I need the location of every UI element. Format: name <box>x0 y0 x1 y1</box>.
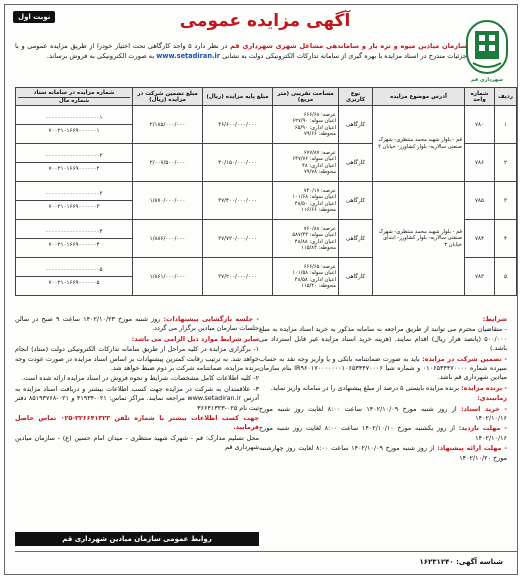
unit-number: ۷۸۳ <box>465 258 495 296</box>
tender-number: ۰۰۰۰۰۰۰۰۰۰۰۰۰۰۰۰۰۰۳ <box>16 188 132 201</box>
col-header-area: مساحت تقریبی (متر مربع) <box>273 88 339 106</box>
first-notice-badge: نوبت اول <box>13 11 55 23</box>
page-title: آگهی مزایده عمومی <box>179 11 351 31</box>
usage-type: کارگاهی <box>339 144 373 182</box>
guarantee-amount: ۱/۸۷۰/۰۰۰/۰۰۰ <box>133 182 203 220</box>
area-yard: محوطه: ۷۹/۷۸ <box>303 168 336 175</box>
col-header-tender: شماره مزایده در سامانه ستاد <box>33 89 115 96</box>
other-conditions-label: سایر شرایط <box>220 334 259 343</box>
area-yard: محوطه: ۱۱۵/۸۴ <box>301 244 336 251</box>
guarantee-amount: ۲/۱۸۵/۰۰۰/۰۰۰ <box>133 106 203 144</box>
buy-docs-text: از روز شنبه مورخ ۱۴۰۲/۱۰/۰۹ ساعت ۸:۰۰ لغایت روز شنبه مورخ ۱۴۰۲/۱۰/۱۶ <box>259 404 507 423</box>
usage-type: کارگاهی <box>339 106 373 144</box>
asset-number: ۷۰۰۲۱۰۱۶۶۹۰۰۰۰۰۰۱ <box>48 127 100 134</box>
setad-cell <box>16 182 133 220</box>
tender-number: ۰۰۰۰۰۰۰۰۰۰۰۰۰۰۰۰۰۰۴ <box>16 226 132 239</box>
unit-address: قم - بلوار شهید محمد منتظری- شهرک صنعتی سالاریه- بلوار کشاورز- ابتدای خیابان ۳ <box>373 182 465 296</box>
row-index: ۲ <box>495 144 517 182</box>
public-relations-bar: روابط عمومی سازمان میادین شهرداری قم <box>15 532 259 546</box>
col-header-asset: شماره مال <box>18 97 130 104</box>
winner-label: - برنده مزایده: <box>461 383 507 392</box>
tender-number: ۰۰۰۰۰۰۰۰۰۰۰۰۰۰۰۰۰۰۵ <box>16 264 132 277</box>
area-land: عرصه: ۶۶۶/۶۸ <box>303 111 336 118</box>
asset-number: ۷۰۰۲۱۰۱۶۶۹۰۰۰۰۰۰۴ <box>48 241 100 248</box>
area-office: اعیان اداری: ۴۸/۵۰ <box>294 200 336 207</box>
setad-cell <box>16 106 133 144</box>
other-conditions-label-2: موارد ذیل الزامی می باشد: <box>131 334 218 343</box>
unit-number: ۷۸۵ <box>465 182 495 220</box>
area-hall: اعیان سوله: ۵۸۷/۴۴ <box>292 232 336 239</box>
row-index: ۴ <box>495 220 517 258</box>
submission-address: محل تسلیم مدارک: قم - شهرک شهید منتظری - میدان امام حسین (ع) - سازمان میادین شهرداری قم <box>15 433 259 452</box>
footer-divider <box>15 551 517 552</box>
org-name: سازمان میادین میوه و تره بار و ساماندهی مشاغل شهری شهرداری قم <box>230 42 467 50</box>
guarantee-amount: ۱/۸۸۶/۰۰۰/۰۰۰ <box>133 220 203 258</box>
tender-number: ۰۰۰۰۰۰۰۰۰۰۰۰۰۰۰۰۰۰۱ <box>16 112 132 125</box>
area-office: اعیان اداری: ۴۸/۸۸ <box>294 238 336 245</box>
ad-id-label: شناسه آگهی: <box>456 558 503 566</box>
contact-phone: ۰۲۵-۳۲۶۶۴۱۳۲۳ <box>60 414 111 423</box>
area-yard: محوطه: ۱۱۵/۴۰ <box>301 282 336 289</box>
municipality-logo-icon <box>465 19 509 75</box>
area-land: عرصه: ۶۶۶/۶۵ <box>303 263 336 270</box>
bid-deadline-label: - مهلت ارائه پیشنهاد: <box>437 444 507 453</box>
setad-cell <box>16 144 133 182</box>
visit-label: - مهلت بازدید: <box>458 424 507 433</box>
col-header-setad <box>16 88 133 106</box>
asset-number: ۷۰۰۲۱۰۱۶۶۹۰۰۰۰۰۰۲ <box>48 165 100 172</box>
guarantee-label: - تضمین شرکت در مزایده: <box>422 354 507 363</box>
unit-number: ۷۸۰ <box>465 106 495 144</box>
intro-text: در نظر دارد ۵ واحد کارگاهی تحت اختیار خودرا از طریق مزایده عمومی و با جزئیات مندرج در اسناد مزایده با بهره گیری از سامانه تدارکات الکترونیکی دولت به نشانی <box>15 42 467 60</box>
intro-tail: به صورت الکترونیکی به فروش برساند. <box>46 52 155 60</box>
area-land: عرصه: ۷۴۰/۱۷ <box>303 187 336 194</box>
area-office: اعیان اداری: ۶۵/۹۰ <box>294 124 336 131</box>
auction-table <box>15 87 517 296</box>
table-row <box>16 106 517 144</box>
area-office: اعیان اداری: ۴۸/۵۸ <box>294 276 336 283</box>
base-price: ۳۷/۴۰۰/۰۰۰/۰۰۰ <box>203 182 273 220</box>
setad-link[interactable]: www.setadiran.ir <box>156 52 221 60</box>
unit-address: قم - بلوار شهید محمد منتظری- شهرک صنعتی سالاریه- بلوار کشاورز- خیابان ۴ <box>373 106 465 182</box>
ad-id <box>419 558 503 566</box>
usage-type: کارگاهی <box>339 220 373 258</box>
ad-frame <box>4 4 518 575</box>
col-header-base-price: مبلغ پایه مزایده (ریال) <box>203 88 273 106</box>
row-index: ۳ <box>495 182 517 220</box>
area-hall: اعیان سوله: ۶۲۷/۹۰ <box>292 118 336 125</box>
base-price: ۳۷/۲۰۰/۰۰۰/۰۰۰ <box>203 258 273 296</box>
area-yard: محوطه: ۱۱۶/۶۶ <box>301 206 336 213</box>
area-cell <box>273 182 339 220</box>
asset-number: ۷۰۰۲۱۰۱۶۶۹۰۰۰۰۰۰۳ <box>48 203 100 210</box>
notes-column <box>15 315 259 454</box>
area-cell <box>273 220 339 258</box>
col-header-index: ردیف <box>495 88 517 106</box>
row-index: ۵ <box>495 258 517 296</box>
intro-paragraph <box>15 41 467 61</box>
conditions-column <box>259 315 507 464</box>
table-header-row <box>16 88 517 106</box>
row-index: ۱ <box>495 106 517 144</box>
tender-number: ۰۰۰۰۰۰۰۰۰۰۰۰۰۰۰۰۰۰۲ <box>16 150 132 163</box>
note-3: ۳- علاقمندان به شرکت در مزایده جهت کسب اطلاعات بیشتر و دریافت اسناد مزایده به آدرس www.setadiran.ir مراجعه نمایند. مراکز تماس: ۰۲۱-۴۱۹۳۴ و ۰۲۱-۸۵۱۹۳۷۶۸ دفتر ثبت نام ۰۲۵-۳۶۶۴۱۳۲۳ <box>15 384 259 412</box>
area-yard: محوطه: ۷۹/۶۶ <box>303 130 336 137</box>
unit-number: ۷۸۶ <box>465 144 495 182</box>
contact-tail: تماس حاصل فرمایید. <box>15 414 259 432</box>
table-row <box>16 182 517 220</box>
base-price: ۳۷/۷۲۰/۰۰۰/۰۰۰ <box>203 220 273 258</box>
opening-label: - جلسه بازگشایی پیشنهادات: <box>163 315 259 323</box>
area-office: اعیان اداری: ۴۸ <box>302 162 336 169</box>
schedule-heading: زمانبندی: <box>477 394 507 403</box>
contact-label: جهت کسب اطلاعات بیشتر با شماره تلفن <box>114 414 259 423</box>
purchase-docs-text: - متقاضیان محترم می توانند از طریق مراجعه به سامانه مذکور به خرید اسناد مزایده به مبلغ ۵۰۰/۰۰۰ (پانصد هزار ریال) اقدام نمایند. (هزینه خرید اسناد مزایده غیر قابل استرداد می باشد.) <box>259 325 507 353</box>
area-land: عرصه: ۷۶۰/۸۸ <box>303 225 336 232</box>
area-cell <box>273 106 339 144</box>
ad-id-value: ۱۶۲۳۱۲۴۰ <box>419 558 454 566</box>
area-hall: اعیان سوله: ۱۰۱/۶۸ <box>292 194 336 201</box>
opening-text: روز شنبه مورخ ۱۴۰۲/۱۰/۲۳ ساعت ۹ صبح در سالن جلسات سازمان میادین برگزار می گردد. <box>15 315 259 333</box>
usage-type: کارگاهی <box>339 182 373 220</box>
buy-docs-label: - خرید اسناد: <box>461 404 507 413</box>
base-price: ۴۶/۶۰۰/۰۰۰/۰۰۰ <box>203 106 273 144</box>
guarantee-amount: ۲/۰۰۷/۵۰۰/۰۰۰ <box>133 144 203 182</box>
note-2: ۲- کلیه اطلاعات کامل مشخصات، شرایط و نحوه فروش در اسناد مزایده ارائه شده است. <box>21 374 259 383</box>
area-cell <box>273 258 339 296</box>
area-land: عرصه: ۶۷۷/۸۷ <box>303 149 336 156</box>
col-header-unit: شماره واحد <box>465 88 495 106</box>
conditions-heading: شرایط: <box>482 315 507 323</box>
guarantee-amount: ۱/۸۶۱/۰۰۰/۰۰۰ <box>133 258 203 296</box>
winner-text: برنده مزایده بایستی ۵ درصد از مبلغ پیشنهادی را در سامانه واریز نماید. <box>270 383 460 392</box>
asset-number: ۷۰۰۲۱۰۱۶۶۹۰۰۰۰۰۰۵ <box>48 279 100 286</box>
unit-number: ۷۸۴ <box>465 220 495 258</box>
guarantee-text: باید به صورت ضمانتنامه بانکی و یا واریز وجه نقد به حساب سپرده شماره ۰۱۰۶۵۳۴۴۷۰۰۰۰ و شماره شبا IR۹۶۰۱۷۰۰۰۰۰۰۰۱۰۶۵۳۴۴۷۰۰۰۶ بنام سازمان میادین شهرداری قم باشد. <box>259 354 508 382</box>
area-hall: اعیان سوله: ۱۰۱/۵۸ <box>292 270 336 277</box>
setad-cell <box>16 220 133 258</box>
bid-deadline-text: از روز شنبه مورخ ۱۴۰۲/۱۰/۰۹ ساعت ۸:۰۰ لغایت روز چهارشنبه مورخ ۱۴۰۲/۱۰/۲۰ <box>259 444 507 462</box>
col-header-use: نوع کاربری <box>339 88 373 106</box>
base-price: ۴۰/۱۵۰/۰۰۰/۰۰۰ <box>203 144 273 182</box>
col-header-guarantee: مبلغ تضمین شرکت در مزایده (ریال) <box>133 88 203 106</box>
area-hall: اعیان سوله: ۶۴۷/۷۶ <box>292 156 336 163</box>
setad-cell <box>16 258 133 296</box>
note-1: ۱- برگزاری مزایده در کلیه مراحل از طریق سامانه تدارکات الکترونیکی دولت (ستاد) انجام خواهد شد. به ترتیب رقابت کمترین پیشنهادات بر اساس اسناد مزایده در صورت عودت وجه برنده مزایده، ضمانتنامه شرکت بر دوم ضبط خواهد شد. <box>15 345 259 373</box>
usage-type: کارگاهی <box>339 258 373 296</box>
area-cell <box>273 144 339 182</box>
visit-text: از روز یکشنبه مورخ ۱۴۰۲/۱۰/۱۰ ساعت ۸:۰۰ لغایت روز شنبه مورخ ۱۴۰۲/۱۰/۱۶ <box>259 424 507 442</box>
col-header-address: آدرس موضوع مزایده <box>373 88 465 106</box>
logo-caption: شهرداری قم <box>470 77 503 83</box>
